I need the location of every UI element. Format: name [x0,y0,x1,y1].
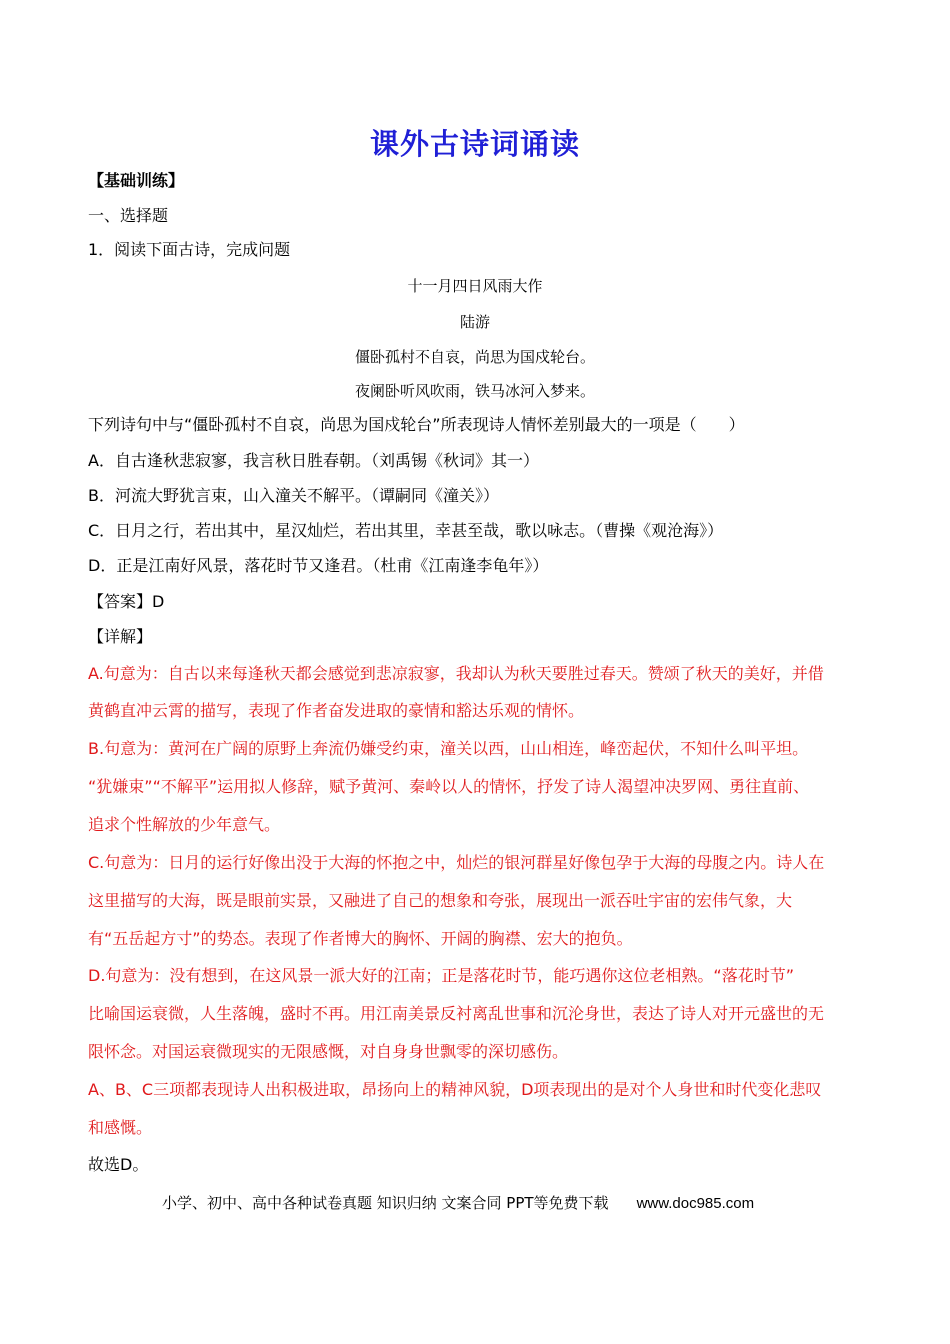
explanation-line: A、B、C三项都表现诗人出积极进取，昂扬向上的精神风貌，D项表现出的是对个人身世和时代变化悲叹 [88,1080,822,1099]
page-title: 课外古诗词诵读 [369,127,580,161]
explanation-line: “犹嫌束”“不解平”运用拟人修辞，赋予黄河、秦岭以人的情怀，抒发了诗人渴望冲决罗网、勇往直前、 [88,777,810,796]
explanation-line: A.句意为：自古以来每逢秋天都会感觉到悲凉寂寥，我却认为秋天要胜过春天。赞颂了秋天的美好，并借 [88,664,824,683]
footer-url[interactable]: www.doc985.com [636,1195,755,1212]
option-d: D．正是江南好风景，落花时节又逢君。（杜甫《江南逢李龟年》） [88,556,549,575]
section-heading: 【基础训练】 [88,171,185,190]
explanation-line: 和感慨。 [88,1118,153,1137]
explanation-line: 追求个性解放的少年意气。 [88,815,281,834]
question-prompt: 1．阅读下面古诗，完成问题 [88,240,291,259]
footer [162,1192,754,1213]
option-a: A．自古逢秋悲寂寥，我言秋日胜春朝。（刘禹锡《秋词》其一） [88,451,539,470]
explanation-line: 限怀念。对国运衰微现实的无限感慨，对自身身世飘零的深切感伤。 [88,1042,569,1061]
poem-author: 陆游 [459,313,490,331]
poem-title: 十一月四日风雨大作 [407,277,543,295]
explanation-line: 比喻国运衰微，人生落魄，盛时不再。用江南美景反衬离乱世事和沉沦身世，表达了诗人对开元盛世的无 [88,1004,825,1023]
poem-line: 夜阑卧听风吹雨，铁马冰河入梦来。 [354,382,595,400]
poem-line: 僵卧孤村不自哀，尚思为国戍轮台。 [354,348,595,366]
question-type: 一、选择题 [88,206,169,225]
explanation-line: D.句意为：没有想到，在这风景一派大好的江南；正是落花时节，能巧遇你这位老相熟。“落花时节” [88,966,794,985]
answer: 【答案】D [88,592,165,611]
explanation-line: B.句意为：黄河在广阔的原野上奔流仍嫌受约束，潼关以西，山山相连，峰峦起伏，不知什么叫平坦。 [88,739,809,758]
explanation-heading: 【详解】 [88,627,153,646]
option-b: B．河流大野犹言束，山入潼关不解平。（谭嗣同《潼关》） [88,486,499,505]
conclusion: 故选D。 [88,1155,149,1174]
explanation-line: 这里描写的大海，既是眼前实景，又融进了自己的想象和夸张，展现出一派吞吐宇宙的宏伟气象，大 [88,891,793,910]
explanation-line: 黄鹤直冲云霄的描写，表现了作者奋发进取的豪情和豁达乐观的情怀。 [88,701,585,720]
explanation-line: 有“五岳起方寸”的势态。表现了作者博大的胸怀、开阔的胸襟、宏大的抱负。 [88,929,633,948]
explanation-line: C.句意为：日月的运行好像出没于大海的怀抱之中，灿烂的银河群星好像包孕于大海的母腹之内。诗人在 [88,853,825,872]
footer-text: 小学、初中、高中各种试卷真题 知识归纳 文案合同 PPT等免费下载 [162,1194,609,1212]
option-c: C．日月之行，若出其中，星汉灿烂，若出其里，幸甚至哉，歌以咏志。（曹操《观沧海》） [88,521,724,540]
question-stem: 下列诗句中与“僵卧孤村不自哀，尚思为国戍轮台”所表现诗人情怀差别最大的一项是（ ） [88,415,745,434]
